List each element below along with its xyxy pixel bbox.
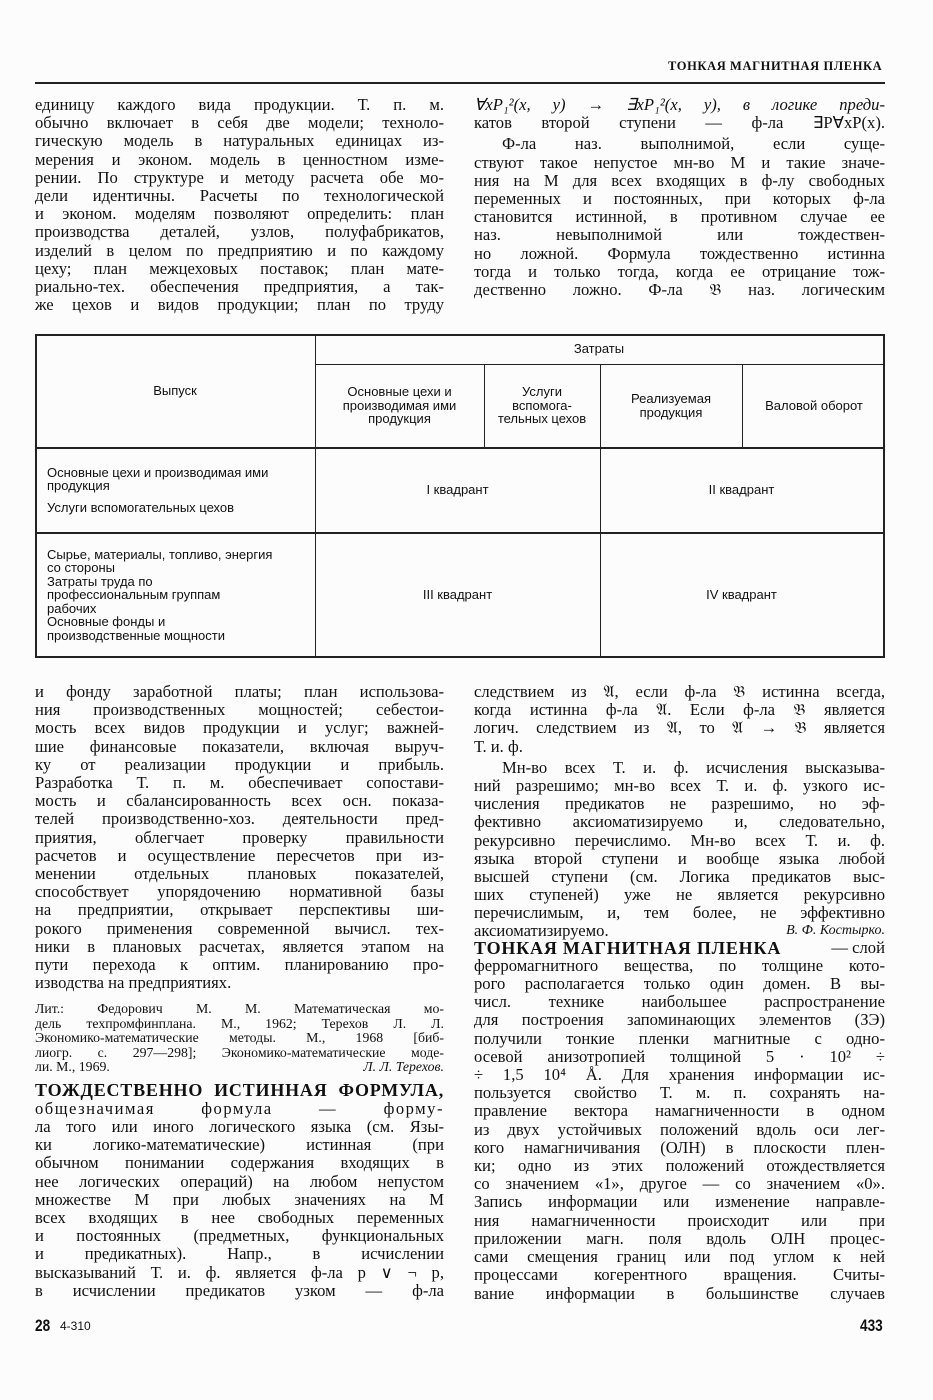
text-line: логич. следствием из 𝔄, то 𝔄 → 𝔅 является: [474, 718, 885, 738]
text-line: ферромагнитного вещества, по толщине кото-: [474, 955, 885, 975]
text-line: изделий в целом по предприятию и по каждому: [35, 240, 444, 260]
text-line: Мн-во всех Т. и. ф. исчисления высказыва-: [502, 757, 885, 777]
text-line: фективно аксиоматизируемо и, следовательно,: [474, 812, 885, 832]
text-line: телей производственно-хоз. деятельности пред-: [35, 809, 444, 829]
text-line: но ложной. Формула тождественно истинна: [474, 243, 885, 263]
quadrant-cell: II квадрант: [708, 482, 775, 498]
running-head: ТОНКАЯ МАГНИТНАЯ ПЛЕНКА: [668, 59, 883, 73]
literature-line: Лит.: Федорович М. М. Математическая мо-: [35, 1001, 444, 1017]
text-line: переменных и постоянных, при которых ф-ла: [474, 189, 885, 209]
text-line: мерения и эконом. модель в ценностном изме-: [35, 149, 444, 169]
text-line: единицу каждого вида продукции. Т. п. м.: [35, 95, 444, 114]
text-line: со значением «1», другое — со значением «0».: [474, 1174, 885, 1194]
text-line: для построения запоминающих элементов (ЗЭ): [474, 1010, 885, 1030]
row-label-line: Затраты труда по профессиональным группам рабочих: [47, 573, 221, 616]
table-rule: [35, 656, 885, 658]
text-line: в исчислении предикатов узком — ф-ла: [35, 1280, 444, 1300]
text-line: рекурсивно перечислимо. Мн-во всех Т. и. ф.: [474, 830, 885, 850]
table-header-output: Выпуск: [153, 382, 197, 398]
text-line: изводства на предприятиях.: [35, 973, 232, 993]
text-line: множестве M при любых значениях на M: [35, 1189, 444, 1209]
text-line: пользуется свойство Т. м. п. сохранять на-: [474, 1083, 885, 1103]
text-line: обычном понимании содержания входящих в: [35, 1153, 444, 1173]
author-signature: В. Ф. Костырко.: [786, 922, 885, 938]
text-line: производства деталей, узлов, полуфабрикатов,: [35, 222, 444, 242]
formula-line: ∀xP₁²(x, y) → ∃xP₁²(x, y), в логике преди-: [474, 95, 885, 114]
text-line: ствуют такое непустое мн-во M и такие значе-: [474, 152, 885, 172]
text-line: получили тонкие пленки магнитные с одно-: [474, 1028, 885, 1048]
text-line: следствием из 𝔄, если ф-ла 𝔅 истинна всегда,: [474, 682, 885, 701]
page-number-right: 433: [860, 1316, 883, 1335]
literature-block: [35, 1002, 444, 1074]
column-bottom-left: [35, 683, 444, 1300]
text-line: числения предикатов не разрешимо, но эф-: [474, 794, 885, 814]
table-column-header: Основные цехи и производимая ими продукция: [342, 384, 457, 427]
literature-line: лиогр. с. 297—298]; Экономико-математические моде-: [35, 1044, 444, 1060]
text-line: Запись информации или изменение направле-: [474, 1192, 885, 1212]
literature-line: Экономико-математические методы. М., 1968 [биб-: [35, 1030, 444, 1046]
text-line: становится истинной, в противном случае ее: [474, 207, 885, 227]
row-label-line: Основные фонды и производственные мощности: [47, 614, 225, 643]
row-label-line: Сырье, материалы, топливо, энергия со стороны: [47, 546, 273, 576]
text-line: Ф-ла наз. выполнимой, если суще-: [502, 134, 885, 154]
text-line: правление вектора намагниченности в одном: [474, 1101, 885, 1121]
text-line: процессами когерентного вращения. Считы-: [474, 1265, 885, 1285]
text-line: дественно ложно. Ф-ла 𝔅 наз. логическим: [474, 280, 885, 300]
text-line: числ. технике наибольшее распространение: [474, 992, 885, 1012]
text-line: высказываний Т. и. ф. является ф-ла p ∨ ¬ p,: [35, 1262, 444, 1282]
text-line: ки логико-математические) истинная (при: [35, 1135, 444, 1155]
text-line: сами смещения границ или под углом к ней: [474, 1247, 885, 1267]
text-line: ла того или иного логического языка (см. Язы-: [35, 1116, 444, 1136]
author-signature: Л. Л. Терехов.: [363, 1059, 444, 1075]
quadrant-cell: III квадрант: [422, 587, 493, 603]
text-line: вание информации в большинстве случаев: [474, 1283, 885, 1303]
text-line: ники в плановых расчетах, является этапом на: [35, 936, 444, 956]
table-header-costs: Затраты: [573, 341, 625, 357]
text-line: ния производственных мощностей; себестои-: [35, 700, 444, 720]
text-line: приложении магн. поля вдоль ОЛН процес-: [474, 1228, 885, 1248]
table-column-header: Валовой оборот: [765, 397, 863, 413]
quadrant-cell: IV квадрант: [706, 587, 777, 603]
quadrant-cell: I квадрант: [426, 482, 489, 498]
text-line: и эконом. моделям позволяют определить: план: [35, 204, 444, 224]
text-line: тогда и только тогда, когда ее отрицание тож-: [474, 261, 885, 281]
row-label-line: Основные цехи и производимая ими продукция: [47, 464, 269, 494]
text-line: ния намагниченности происходит или при: [474, 1210, 885, 1230]
text-line: осевой анизотропией толщиной 5 · 10² ÷: [474, 1046, 885, 1066]
row-label-line: Услуги вспомогательных цехов: [47, 499, 235, 515]
text-line: дели идентичны. Расчеты по технологической: [35, 186, 444, 206]
text-line: способствует упорядочению нормативной базы: [35, 882, 444, 902]
text-line: же цехов и видов продукции; план по труду: [35, 295, 444, 315]
literature-line: дель техпромфинплана. М., 1962; Терехов Л. Л.: [35, 1015, 444, 1031]
text-line: мость и сбалансированность всех осн. показа-: [35, 791, 444, 811]
text-line: риально-тех. обеспечения предприятия, а так-: [35, 277, 444, 297]
entry-title: ТОНКАЯ МАГНИТНАЯ ПЛЕНКА: [474, 937, 782, 958]
literature-last-row: [35, 1060, 444, 1074]
text-line: общезначимая формула — форму-: [35, 1098, 444, 1118]
text-line: кого намагничивания (ОЛН) в плоскости плен-: [474, 1137, 885, 1157]
text-line: ку от реализации продукции и прибыль.: [35, 754, 444, 774]
text-line: обычно включает в себя две модели; техноло-: [35, 113, 444, 133]
table-rule: [742, 364, 743, 447]
text-line: рого располагается только один домен. В вы-: [474, 974, 885, 994]
text-line: ния на M для всех входящих в ф-лу свободных: [474, 170, 885, 190]
text-line: языка второй ступени и вообще языка любой: [474, 848, 885, 868]
literature-line: ли. М., 1969.: [35, 1059, 110, 1075]
text-line: рении. По структуре и методу расчета обе мо-: [35, 167, 444, 187]
column-bottom-right: [474, 683, 885, 1303]
column-top-left: [35, 96, 444, 314]
text-line: из двух устойчивых положений вдоль оси лег-: [474, 1119, 885, 1139]
table-rule: [883, 334, 885, 658]
text-line: ки; одно из этих положений отождествляется: [474, 1156, 885, 1176]
table-row-label: [35, 448, 307, 532]
entry-title-row: [474, 939, 885, 957]
page-number-left: 28: [35, 1316, 51, 1335]
text-line: ний разрешимо; мн-во всех Т. и. ф. узкого ис-: [474, 776, 885, 796]
text-line: — слой: [831, 937, 885, 957]
text-line: мость всех видов продукции и услуг; важней-: [35, 718, 444, 738]
entry-title: ТОЖДЕСТВЕННО ИСТИННАЯ ФОРМУЛА,: [35, 1080, 444, 1101]
formula-line: катов второй ступени — ф-ла ∃P∀xP(x).: [474, 113, 885, 133]
text-line: менении отдельных плановых показателей,: [35, 864, 444, 884]
text-line: пути перехода к оптим. планированию про-: [35, 955, 444, 975]
balance-table: [35, 334, 885, 658]
text-line: всех входящих в нее свободных переменных: [35, 1207, 444, 1227]
text-line: рокого применения современной вычисл. тех-: [35, 918, 444, 938]
text-line: расчетов и осуществление пересчетов при из-: [35, 845, 444, 865]
text-line: и фонду заработной платы; план использова-: [35, 682, 444, 701]
text-line: Т. и. ф.: [474, 736, 523, 756]
text-line: нее логических операций) на любом непустом: [35, 1171, 444, 1191]
signature-row: [474, 920, 885, 940]
text-line: на предприятии, открывает перспективы ши-: [35, 900, 444, 920]
text-line: гическую модель в натуральных единицах из-: [35, 131, 444, 151]
text-line: шие финансовые показатели, включая выруч-: [35, 736, 444, 756]
text-line: приятия, облегчает проверку правильности: [35, 827, 444, 847]
text-line: и постоянных (предметных, функциональных: [35, 1226, 444, 1246]
table-column-header: Услуги вспомога-тельных цехов: [497, 384, 587, 427]
text-line: и предикатных). Напр., в исчислении: [35, 1244, 444, 1264]
text-line: цеху; план межцеховых поставок; план мате-: [35, 258, 444, 278]
column-top-right: [474, 96, 885, 299]
table-column-header: Реализуемая продукция: [630, 391, 711, 420]
text-line: аксиоматизируемо.: [474, 920, 609, 940]
table-rule: [484, 364, 485, 447]
text-line: наз. невыполнимой или тождествен-: [474, 225, 885, 245]
header-rule: [35, 82, 885, 84]
text-line: когда истинна ф-ла 𝔄. Если ф-ла 𝔅 является: [474, 700, 885, 720]
text-line: высшей ступени (см. Логика предикатов выс-: [474, 867, 885, 887]
text-line: ших ступеней) уже не является рекурсивно: [474, 885, 885, 905]
table-row-label: [35, 534, 307, 656]
text-line: перечислимым, и, тем более, не эффективно: [474, 903, 885, 923]
text-line: Разработка Т. п. м. обеспечивает сопостави-: [35, 773, 444, 793]
printer-signature: 4-310: [60, 1319, 91, 1333]
text-line: ÷ 1,5 10⁴ Å. Для хранения информации ис-: [474, 1065, 885, 1085]
